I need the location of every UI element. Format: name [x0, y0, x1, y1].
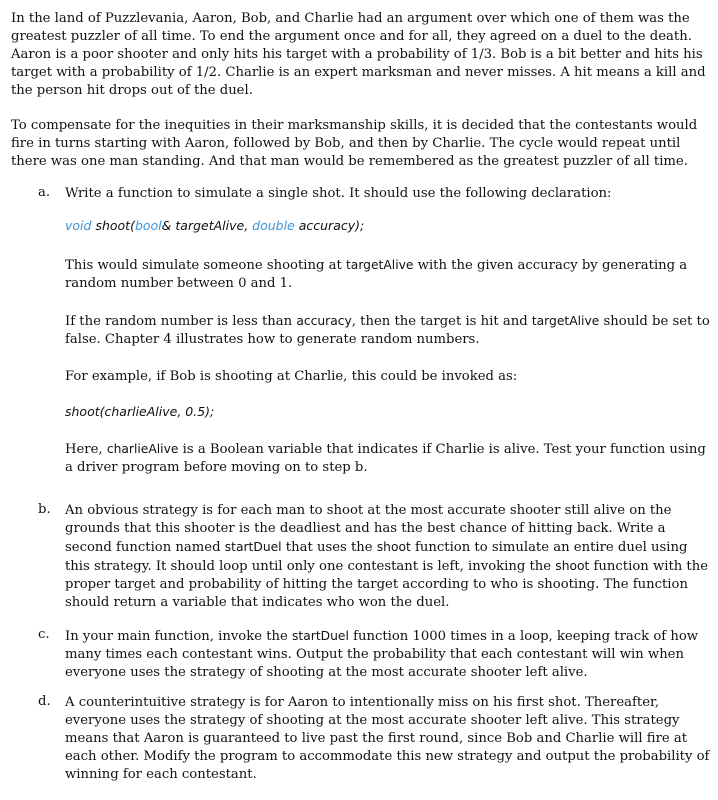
list-marker-b: b.: [38, 502, 51, 517]
list-marker-c: c.: [38, 627, 50, 642]
keyword-void: void: [65, 218, 92, 233]
item-a-paragraph-3: For example, if Bob is shooting at Charlie, this could be invoked as:: [65, 369, 518, 384]
text-segment: is a Boolean variable that indicates if Charlie is alive. Test your function using a driver program before moving on to step b.: [65, 442, 706, 475]
keyword-double: double: [252, 218, 295, 233]
intro-paragraph-2: To compensate for the inequities in their marksmanship skills, it is decided that the contestants would fire in turns starting with Aaron, followed by Bob, and then by Charlie. The cycle would repeat until there was one man standing. And that man would be remembered as the greatest puzzler of all time.: [11, 118, 698, 169]
text-segment: with the given accuracy by generating a random number between 0 and 1.: [65, 258, 688, 291]
text-segment: should be set to false. Chapter 4 illustrates how to generate random numbers.: [65, 314, 710, 347]
intro-paragraph-1: In the land of Puzzlevania, Aaron, Bob, and Charlie had an argument over which one of them was the greatest puzzler of all time. To end the argument once and for all, they agreed on a duel to the death. Aaron is a poor shooter and only hits his target with a probability of 1/3. Bob is a bit better and hits his target with a probability of 1/2. Charlie is an expert marksman and never misses. A hit means a kill and the person hit drops out of the duel.: [11, 11, 706, 98]
inline-code-shoot: shoot: [376, 540, 411, 554]
text-segment: function with the proper target and probability of hitting the target according to who is shooting. The function should return a variable that indicates who won the duel.: [65, 559, 709, 610]
text-segment: function to simulate an entire duel using this strategy. It should loop until only one contestant is left, invoking the: [65, 540, 688, 574]
inline-code-startduel: startDuel: [224, 540, 282, 554]
text-segment: In your main function, invoke the: [65, 629, 293, 644]
document-page: [11, 0, 711, 784]
list-marker-d: d.: [38, 694, 51, 709]
item-a-paragraph-2: [65, 312, 711, 349]
inline-code-targetalive: targetAlive: [345, 258, 414, 272]
text-segment: , then the target is hit and: [351, 314, 532, 329]
item-a-paragraph-1: [65, 256, 711, 293]
item-d-text: A counterintuitive strategy is for Aaron to intentionally miss on his first shot. Thereafter, everyone uses the strategy of shooting at the most accurate shooter left alive. This strategy means that Aaron is guaranteed to live past the first round, since Bob and Charlie will fire at each other. Modify the program to accommodate this new strategy and output the probability of winning for each contestant.: [65, 695, 710, 782]
list-item-a: [38, 185, 711, 203]
shoot-declaration: [65, 217, 711, 235]
text-segment: Here,: [65, 442, 107, 457]
list-item-c: [38, 627, 711, 682]
decl-function-name: shoot(: [95, 218, 135, 233]
item-a-heading: Write a function to simulate a single shot. It should use the following declaration:: [65, 186, 612, 201]
list-item-b: [38, 502, 711, 612]
inline-code-shoot: shoot: [555, 559, 590, 573]
inline-code-charliealive: charlieAlive: [106, 442, 179, 456]
text-segment: that uses the: [281, 540, 377, 555]
item-a-paragraph-4: [65, 440, 711, 477]
list-marker-a: a.: [38, 185, 51, 200]
inline-code-targetalive: targetAlive: [531, 314, 600, 328]
decl-target-param: & targetAlive,: [161, 218, 253, 233]
keyword-bool: bool: [134, 218, 162, 233]
list-item-d: [38, 694, 711, 784]
text-segment: function 1000 times in a loop, keeping track of how many times each contestant wins. Output the probability that each contestant will win when everyone uses the strategy of shooting at the most accurate shooter left alive.: [65, 629, 699, 680]
inline-code-startduel: startDuel: [292, 629, 349, 643]
decl-accuracy-param: accuracy);: [294, 218, 365, 233]
text-segment: An obvious strategy is for each man to shoot at the most accurate shooter still alive on the grounds that this shooter is the deadliest and has the best chance of hitting back. Write a second function named: [65, 503, 672, 555]
inline-code-accuracy: accuracy: [296, 314, 352, 328]
text-segment: If the random number is less than: [65, 314, 297, 329]
shoot-invocation-example: shoot(charlieAlive, 0.5);: [65, 404, 215, 419]
text-segment: This would simulate someone shooting at: [65, 258, 346, 273]
